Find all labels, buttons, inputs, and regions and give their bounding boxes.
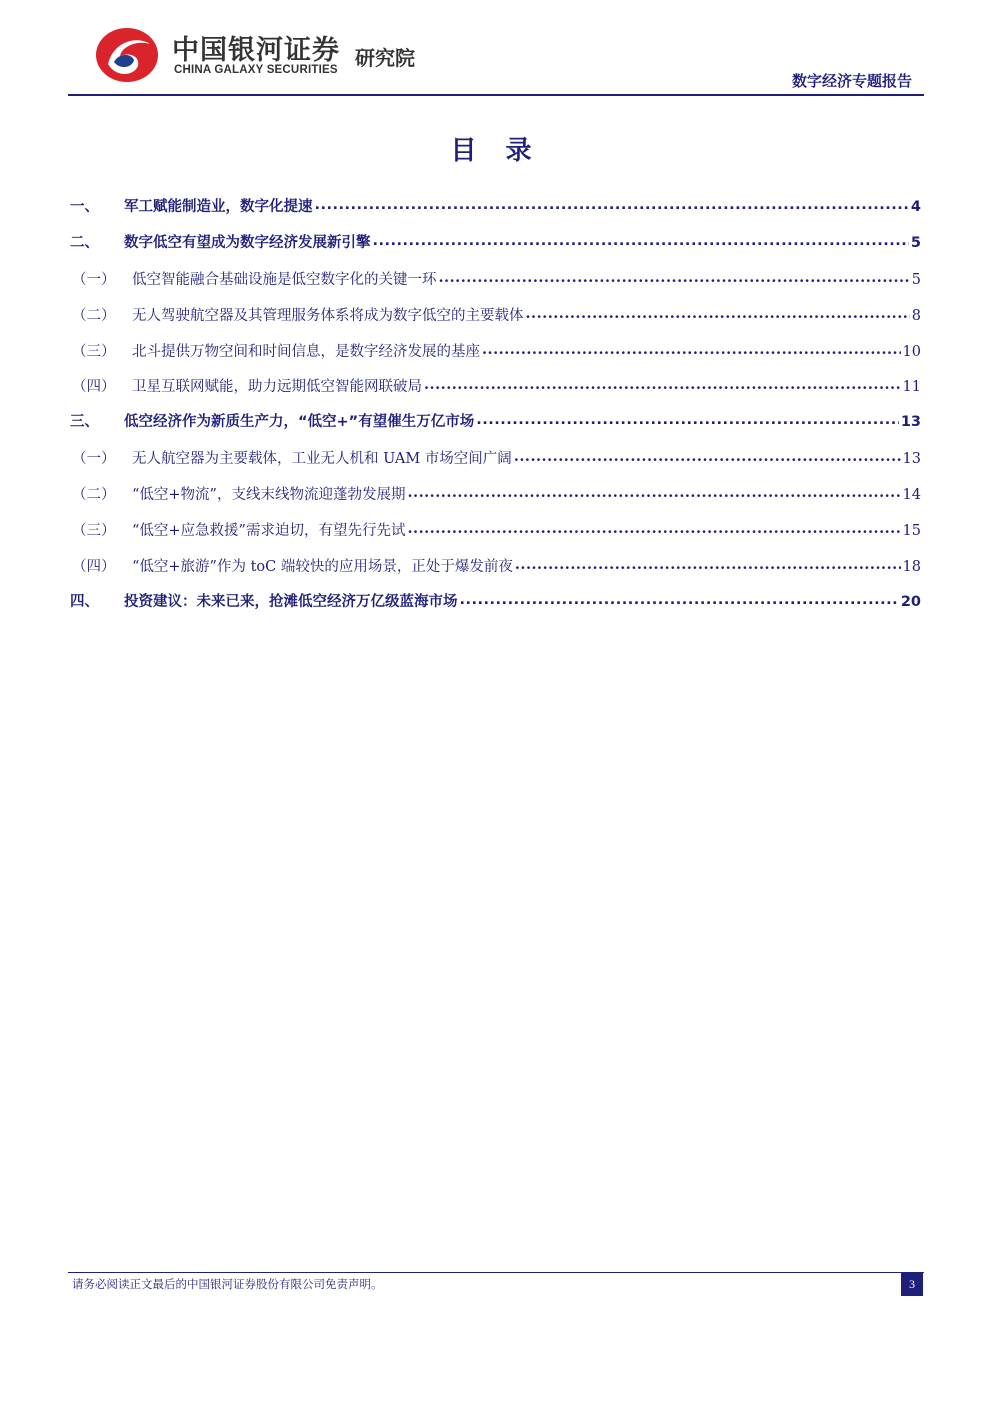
toc-entry-title: 数字低空有望成为数字经济发展新引擎 xyxy=(124,234,371,251)
toc-entry-title: 北斗提供万物空间和时间信息，是数字经济发展的基座 xyxy=(132,343,480,360)
toc-entry-page: 15 xyxy=(902,523,921,540)
toc-entry-title: “低空+旅游”作为 toC 端较快的应用场景，正处于爆发前夜 xyxy=(132,558,513,575)
toc-title: 目 录 xyxy=(450,136,542,166)
toc-dot-leader xyxy=(424,367,901,403)
toc-entry-title: 投资建议：未来已来，抢滩低空经济万亿级蓝海市场 xyxy=(124,593,458,610)
toc-entry-number: （三） xyxy=(72,523,116,540)
toc-entry-number: （一） xyxy=(72,271,116,288)
toc-entry[interactable] xyxy=(70,190,921,226)
toc-subentry[interactable] xyxy=(70,513,921,549)
toc-subentry[interactable] xyxy=(70,369,921,405)
footer-disclaimer: 请务必阅读正文最后的中国银河证券股份有限公司免责声明。 xyxy=(72,1277,383,1291)
toc-entry-page: 13 xyxy=(900,414,921,431)
toc-entry-page: 4 xyxy=(910,199,921,215)
toc-entry-title: “低空+应急救援”需求迫切，有望先行先试 xyxy=(132,523,406,540)
toc-entry-title: 卫星互联网赋能，助力远期低空智能网联破局 xyxy=(132,379,422,396)
page-header xyxy=(68,22,924,96)
toc-entry-page: 20 xyxy=(900,593,921,610)
header-divider xyxy=(68,94,924,96)
galaxy-logo-icon xyxy=(94,26,160,84)
toc-dot-leader xyxy=(407,475,900,511)
toc-subentry[interactable] xyxy=(70,477,921,513)
toc-entry-page: 5 xyxy=(910,234,921,251)
toc-entry[interactable] xyxy=(70,585,921,621)
toc-subentry[interactable] xyxy=(70,334,921,370)
toc-dot-leader xyxy=(315,188,909,224)
toc-entry-number: 一、 xyxy=(70,199,99,215)
toc-dot-leader xyxy=(514,439,901,475)
toc-subentry[interactable] xyxy=(70,262,921,298)
toc-entry-number: （四） xyxy=(72,558,116,575)
toc-entry-title: 低空智能融合基础设施是低空数字化的关键一环 xyxy=(132,271,437,288)
toc-entry-number: 三、 xyxy=(70,414,99,431)
brand-name-en: CHINA GALAXY SECURITIES xyxy=(174,64,338,76)
toc-entry-title: 无人航空器为主要载体，工业无人机和 UAM 市场空间广阔 xyxy=(132,451,512,468)
toc-entry-page: 18 xyxy=(902,558,921,575)
toc-entry-number: 二、 xyxy=(70,234,99,251)
toc-entry-number: （四） xyxy=(72,379,116,396)
toc-entry-page: 8 xyxy=(911,307,921,324)
toc-entry-page: 14 xyxy=(902,487,921,504)
toc-dot-leader xyxy=(373,224,909,260)
toc-entry-title: 军工赋能制造业，数字化提速 xyxy=(124,199,313,215)
toc-entry-title: “低空+物流”，支线末线物流迎蓬勃发展期 xyxy=(132,487,406,504)
toc-dot-leader xyxy=(439,260,910,296)
toc-dot-leader xyxy=(476,403,899,439)
footer-divider xyxy=(68,1272,924,1273)
toc-subentry[interactable] xyxy=(70,441,921,477)
toc-dot-leader xyxy=(460,583,899,619)
toc-entry-title: 低空经济作为新质生产力，“低空+”有望催生万亿市场 xyxy=(124,414,475,431)
report-type: 数字经济专题报告 xyxy=(791,72,912,90)
table-of-contents xyxy=(70,190,921,621)
toc-dot-leader xyxy=(526,296,910,332)
toc-entry-number: （二） xyxy=(72,307,116,324)
toc-entry-title: 无人驾驶航空器及其管理服务体系将成为数字低空的主要载体 xyxy=(132,307,524,324)
toc-entry[interactable] xyxy=(70,226,921,262)
brand-name-cn: 中国银河证券 xyxy=(172,35,340,66)
toc-subentry[interactable] xyxy=(70,549,921,585)
toc-subentry[interactable] xyxy=(70,298,921,334)
toc-dot-leader xyxy=(482,332,901,368)
toc-dot-leader xyxy=(515,547,901,583)
toc-entry-number: （三） xyxy=(72,343,116,360)
toc-entry[interactable] xyxy=(70,405,921,441)
toc-entry-page: 11 xyxy=(902,379,921,396)
toc-entry-number: 四、 xyxy=(70,593,99,610)
page-number: 3 xyxy=(901,1273,923,1296)
toc-entry-page: 13 xyxy=(902,451,921,468)
toc-entry-number: （一） xyxy=(72,451,116,468)
toc-entry-number: （二） xyxy=(72,487,116,504)
toc-entry-page: 5 xyxy=(911,271,921,288)
toc-dot-leader xyxy=(407,511,900,547)
brand-institute: 研究院 xyxy=(355,46,415,70)
toc-entry-page: 10 xyxy=(902,343,921,360)
